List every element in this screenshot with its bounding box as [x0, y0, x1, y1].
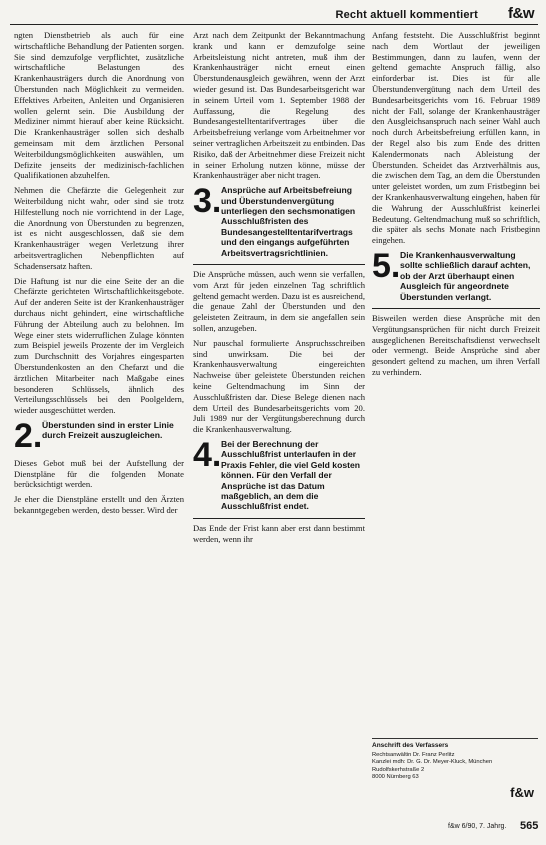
- paragraph: Anfang feststeht. Die Ausschlußfrist beginnt nach dem Wortlaut der jeweiligen Bestimmungen, dann zu laufen, wenn der geltend gemachte Anspruch fällig, also einforderbar ist. Dies ist für alle Überstundenvergütung nach dem Urteil des Bundesarbeitsgerichts vom 16. Februar 1989 nicht der Fall, solange der Krankenhausträger den Ausgleichsanspruch nach seiner Wahl auch noch durch Arbeitsbefreiung erfüllen kann, in der Regel also bis zum Ende des dritten Kalendermonats nach Ableistung der Überstunden. Scheidet das Arztverhältnis aus, die zwischen dem Tag, an dem die Überstunden unter geleistet worden, um zum Fristbeginn bei der Krankenhausverwaltung eingehen, haben für die Wahrung der Ausschlußfrist keinerlei Bedeutung. Geltendmachung muß so schriftlich, die später als sechs Monate nach Fristbeginn eingehen.: [372, 30, 540, 246]
- paragraph: ngten Dienstbetrieb als auch für eine wirtschaftliche Behandlung der Patienten sorgen. Sie sind demzufolge verpflichtet, zusätzliche wirtschaftliche Belastungen des Krankenhausträgers durch die Anordnung von Überstunden nach Möglichkeit zu vermeiden. Effektives Arbeiten, Anleiten und Organisieren wollen gelernt sein. Die Ausbildung der Mediziner nimmt hierauf aber keine Rücksicht. Die Krankenhausträger sollen sich deshalb gemeinsam mit dem ärztlichen Personal Weiterbildungsmöglichkeiten auswählen, um Defizite jenseits der medizinisch-fachlichen Qualifikationen abzuhelfen.: [14, 30, 184, 181]
- paragraph: Nur pauschal formulierte Anspruchsschreiben sind unwirksam. Die bei der Krankenhausverwaltung eingereichten Nachweise über geleistete Überstunden reichen keine Geltendmachung im Sinn der Ausschlußfristen dar. Diese Belege dienen nach dem Urteil des Bundesarbeitsgerichts vom 20. Juli 1989 nur der Vergütungsberechnung durch die Krankenhausverwaltung.: [193, 337, 365, 435]
- column-1: [14, 30, 184, 520]
- page-header: [0, 0, 546, 26]
- page-number: 565: [520, 820, 539, 832]
- section-5-heading: [372, 246, 540, 302]
- section-number: 5.: [372, 246, 401, 285]
- section-title: Die Krankenhausverwaltung sollte schließlich darauf achten, ob der Arzt überhaupt einen Ausgleich für angeordnete Überstunden verlangt.: [400, 249, 531, 302]
- author-address-line: Rudolfskerhstraße 2: [372, 766, 425, 773]
- issue-info: f&w 6/90, 7. Jahrg.: [448, 823, 507, 830]
- author-address-line: 8000 Nürnberg 63: [372, 774, 419, 781]
- author-address-line: Kanzlei mdh: Dr. G. Dr. Meyer-Kluck, München: [372, 759, 493, 766]
- paragraph: Dieses Gebot muß bei der Aufstellung der Dienstpläne für die folgenden Monate berücksichtigt werden.: [14, 457, 184, 490]
- section-2-heading: [14, 416, 184, 455]
- fw-logo: f&w: [508, 5, 534, 22]
- paragraph: Bisweilen werden diese Ansprüche mit den Vergütungsansprüchen für nicht durch Freizeit ausgeglichenen Bereitschaftsdienst verwechselt oder vermengt. Beide Ansprüche sind aber gesondert geltend zu machen, um ihren Verfall zu verhindern.: [372, 312, 540, 377]
- section-rule: [193, 518, 365, 519]
- author-address-line: Rechtsanwältin Dr. Franz Perlitz: [372, 752, 455, 758]
- section-title: Ansprüche auf Arbeitsbefreiung und Überstundenvergütung unterliegen den sechsmonatigen Ausschlußfristen des Bundesangestelltentarifvertrags und den eingangs aufgeführten Arbeitsvertragsrichtlinien.: [221, 185, 356, 258]
- section-3-heading: [193, 182, 365, 258]
- paragraph: Arzt nach dem Zeitpunkt der Bekanntmachung krank und kann er demzufolge seine Arbeitsleistung nicht antreten, muß ihm der Krankenhausträger nicht erneut einen Überstundenausgleich gewähren, wenn der Arzt wieder gesund ist. Das Bundesarbeitsgericht war in seinem Urteil vom 1. September 1988 der Auffassung, die Regelung des Bundesangestelltentarifvertrages über die Arbeitsbefreiung verlange vom Arbeitnehmer vor seiner vertraglichen Arbeitszeit zu entbinden. Das Risiko, daß der Arbeitnehmer diese Freizeit nicht in seiner Erholung nutzen könne, müsse der Krankenhausträger aber nicht tragen.: [193, 30, 365, 181]
- author-address-box: [372, 738, 538, 800]
- section-rule: [372, 308, 540, 309]
- column-3: [372, 30, 540, 382]
- header-rule: [10, 24, 538, 25]
- paragraph: Nehmen die Chefärzte die Gelegenheit zur Weiterbildung nicht wahr, oder sind sie trotz Hilfestellung noch nie vorrichtend in der Lage, die Anordnung von Überstunden zu begrenzen, ist es nicht ausgeschlossen, daß sie dem Krankenhausträger wegen Verletzung ihrer arbeitsvertraglichen Nebenpflichten auf Schadensersatz haften.: [14, 185, 184, 271]
- paragraph: Je eher die Dienstpläne erstellt und den Ärzten bekanntgegeben werden, desto besser. Wird der: [14, 494, 184, 516]
- paragraph: Die Haftung ist nur die eine Seite der an die Chefärzte gerichteten Wirtschaftlichkeitsgebote. Auf der anderen Seite ist der Krankenhausträger durchaus nicht gehindert, eine wirtschaftliche Führung der Abteilung auch zu belohnen. Im Wege einer stets widerruflichen Zulage könnten zum Beispiel jeweils Prozente der im Vergleich zum Durchschnitt des Vorjahres eingesparten Überstundenkosten an den Chefarzt und die ärztlichen Mitarbeiter nach Maßgabe eines besonderen Schlüssels, ähnlich des Verteilungsschlüssels bei den Poolgeldern, wieder ausgeschüttet werden.: [14, 275, 184, 416]
- section-4-heading: [193, 435, 365, 512]
- section-number: 4.: [193, 435, 222, 474]
- column-2: [193, 30, 365, 548]
- header-title: Recht aktuell kommentiert: [335, 9, 478, 21]
- section-title: Bei der Berechnung der Ausschlußfrist unterlaufen in der Praxis Fehler, die viel Geld kosten können. Für den Verfall der Ansprüche ist das Datum maßgeblich, an dem die Ausschlußfrist endet.: [221, 438, 360, 512]
- section-rule: [193, 264, 365, 265]
- fw-logo-small: f&w: [510, 784, 534, 800]
- section-number: 2.: [14, 416, 43, 455]
- paragraph: Die Ansprüche müssen, auch wenn sie verfallen, vom Arzt für jeden einzelnen Tag schriftlich geltend gemacht werden. Dazu ist es ausreichend, die genaue Zahl der Überstunden und den geleisteten Zeitraum, in dem sie angefallen sein sollen, anzugeben.: [193, 269, 365, 333]
- section-title: Überstunden sind in erster Linie durch Freizeit auszugleichen.: [42, 419, 174, 441]
- section-number: 3.: [193, 182, 222, 221]
- author-address-title: Anschrift des Verfassers: [372, 742, 449, 749]
- paragraph: Das Ende der Frist kann aber erst dann bestimmt werden, wenn ihr: [193, 522, 365, 544]
